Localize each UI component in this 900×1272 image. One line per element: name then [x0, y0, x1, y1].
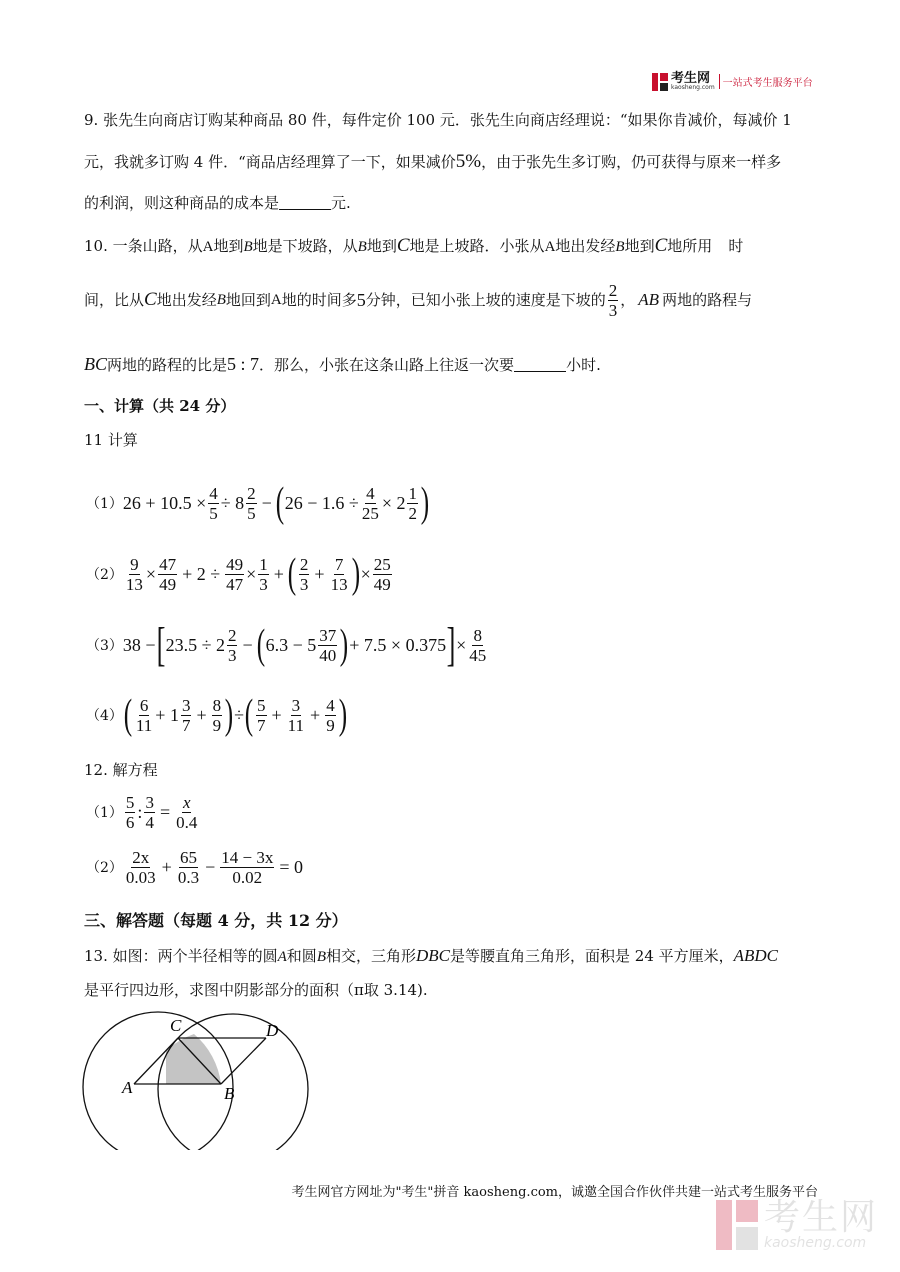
- q12-title: 12. 解方程: [84, 761, 158, 779]
- q13-line2: 是平行四边形，求图中阴影部分的面积（π取 3.14).: [84, 981, 428, 999]
- answer-blank[interactable]: [279, 195, 331, 210]
- label-a: A: [122, 1078, 133, 1097]
- q9-line2: 元，我就多订购 4 件．“商品店经理算了一下，如果减价5%，由于张先生多订购，仍可获得与原来一样多: [84, 151, 782, 172]
- q12-part2: （2） $\frac{2x}{0.03}$ + $\frac{65}{0.3}$ − $\frac{14 - 3x}{0.02}$ = 0: [86, 847, 303, 887]
- label-b: B: [224, 1084, 235, 1103]
- answer-blank[interactable]: [514, 357, 566, 372]
- q9-line1: 9. 张先生向商店订购某种商品 80 件，每件定价 100 元．张先生向商店经理说：“如果你肯减价，每减价 1: [84, 111, 792, 129]
- q11-part1: （1） 26 + 10.5 × $\frac{4}{5}$ ÷ 8 $\frac{2}{5}$ − ( 26 − 1.6 ÷ $\frac{4}{25}$ × 2 $\frac{1}{2}$ ): [86, 480, 430, 526]
- logo-brand-sub: kaosheng.com: [671, 84, 715, 91]
- watermark-brand: 考生网: [764, 1197, 879, 1238]
- logo-slogan: 一站式考生服务平台: [719, 74, 813, 89]
- q10-line3: BC两地的路程的比是5 : 7．那么，小张在这条山路上往返一次要 小时.: [84, 354, 601, 374]
- geometry-figure: [70, 1010, 310, 1150]
- q12-part1: （1） $\frac{5}{6}$ : $\frac{3}{4}$ = $\frac{x}{0.4}$: [86, 792, 198, 832]
- q13-line1: 13. 如图：两个半径相等的圆A和圆B相交，三角形DBC是等腰直角三角形，面积是 24 平方厘米，ABDC: [84, 946, 779, 965]
- q11-part3: （3） 38 − [ 23.5 ÷ 2 $\frac{2}{3}$ − ( 6.3 − 5 $\frac{37}{40}$ ) + 7.5 × 0.375 ] × $\frac{8}{45}$: [86, 618, 487, 671]
- label-c: C: [170, 1016, 182, 1035]
- logo-brand: 考生网: [671, 71, 711, 86]
- section-title-1: 一、计算（共 24 分）: [84, 397, 236, 415]
- watermark-logo-icon: [716, 1200, 758, 1250]
- footer-text: 考生网官方网址为"考生"拼音 kaosheng.com，诚邀全国合作伙伴共建一站式考生服务平台: [291, 1185, 818, 1200]
- q10-line1: 10. 一条山路，从A地到B地是下坡路，从B地到C地是上坡路．小张从A地出发经B地到C地所用 时: [84, 235, 744, 256]
- section-title-3: 三、解答题（每题 4 分，共 12 分）: [84, 911, 348, 930]
- q9-line3: 的利润，则这种商品的成本是 元.: [84, 194, 351, 212]
- watermark-url: kaosheng.com: [764, 1235, 867, 1251]
- q11-title: 11 计算: [84, 431, 138, 449]
- watermark: [716, 1197, 879, 1251]
- logo-mark-icon: [652, 73, 668, 91]
- q11-part2: （2） $\frac{9}{13}$ × $\frac{47}{49}$ + 2 ÷ $\frac{49}{47}$ × $\frac{1}{3}$ + ( $\frac{2}{3}$ + $\frac{7}{13}$ ) × $\frac{25}{49}$: [86, 551, 391, 597]
- q10-line2: 间，比从 C 地出发经 B 地回到 A 地的时间多 5 分钟，已知小张上坡的速度是下坡的 $\frac{2}{3}$ ， AB 两地的路程与: [84, 280, 753, 320]
- header-logo: [652, 72, 813, 91]
- label-d: D: [266, 1021, 279, 1040]
- q11-part4: （4） ( $\frac{6}{11}$ + 1 $\frac{3}{7}$ + $\frac{8}{9}$ ) ÷ ( $\frac{5}{7}$ + $\frac{3}{11}$ + $\frac{4}{9}$ ): [86, 692, 347, 738]
- fraction: $\frac{2}{3}$: [608, 280, 618, 320]
